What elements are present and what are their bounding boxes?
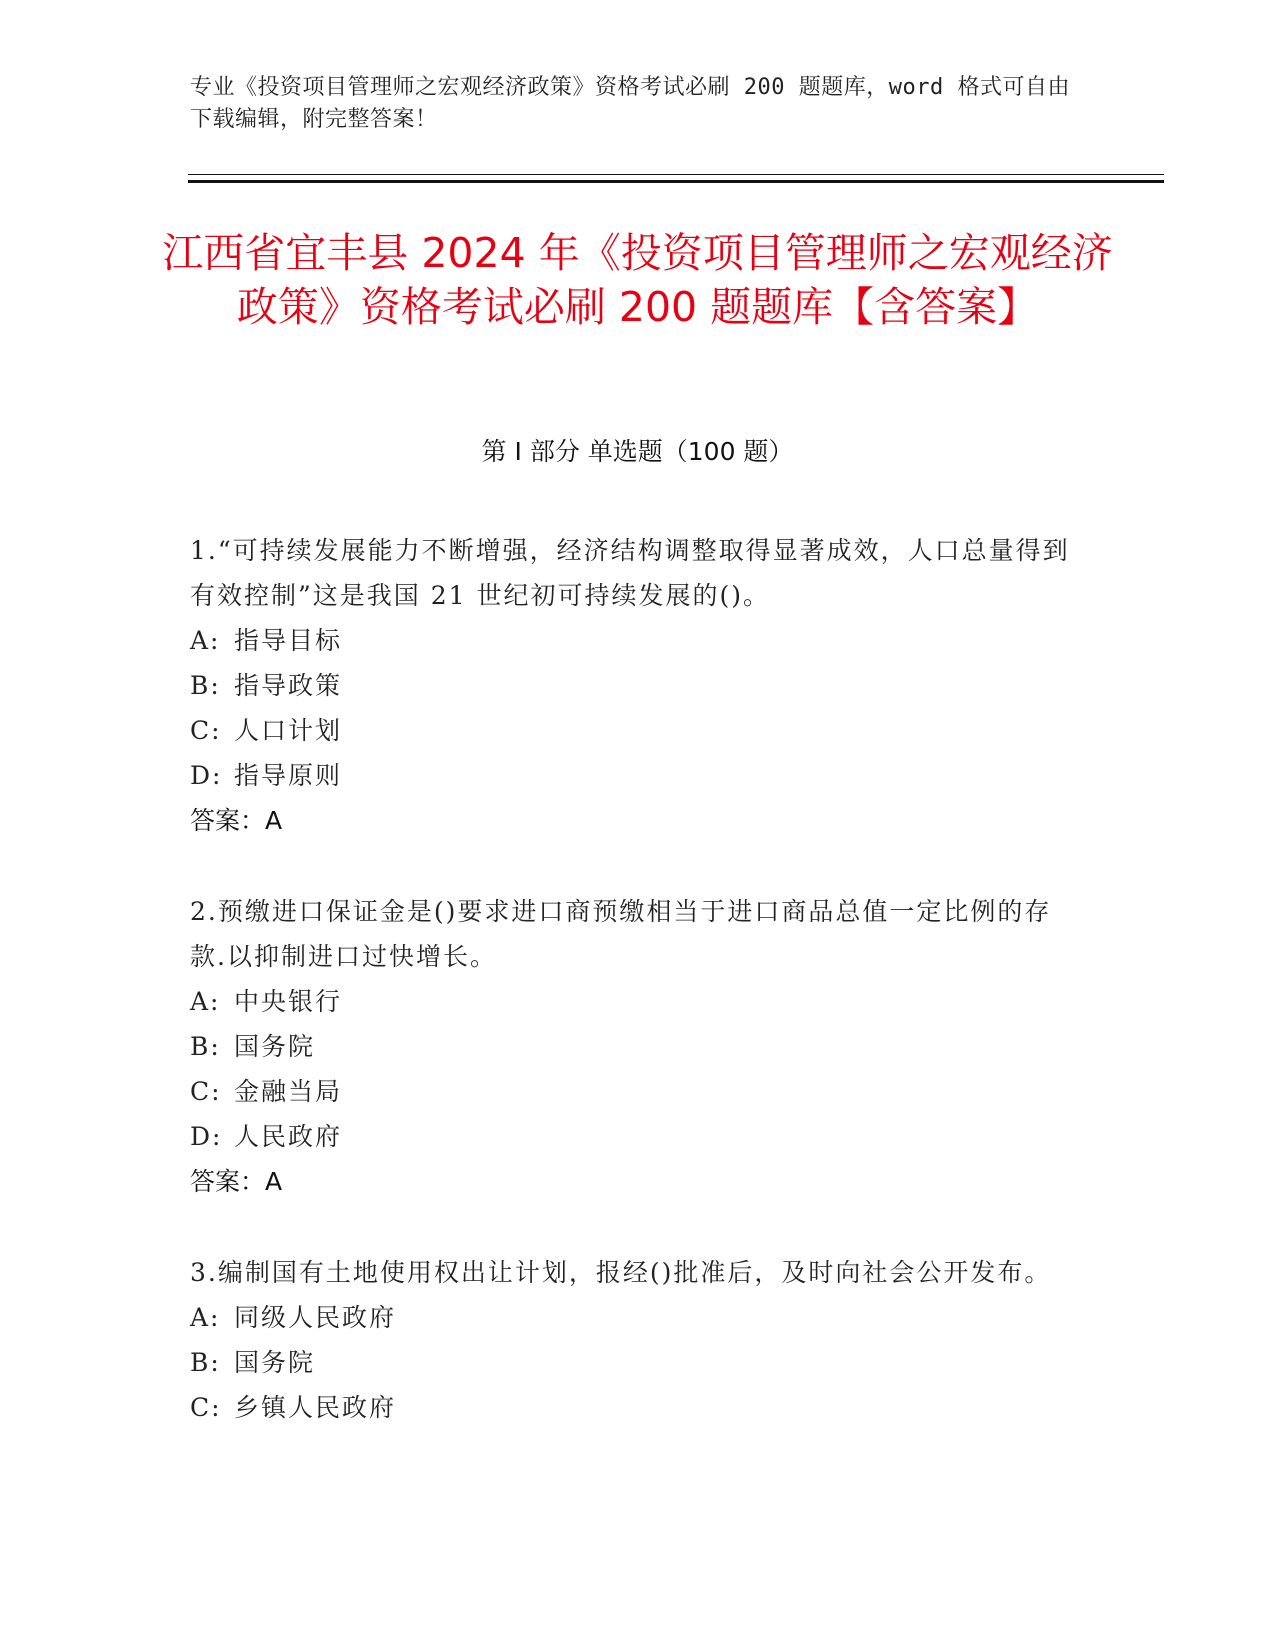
header-rule-thick [188, 180, 1164, 183]
question-3 [190, 1250, 1070, 1430]
option-label: D: [190, 1122, 223, 1151]
option-label: C: [190, 1077, 222, 1106]
option-text: 同级人民政府 [234, 1303, 397, 1332]
option-text: 指导原则 [234, 761, 343, 790]
option-c [190, 1069, 1070, 1114]
header-note: 专业《投资项目管理师之宏观经济政策》资格考试必刷 200 题题库，word 格式可自由下载编辑，附完整答案！ [190, 75, 1070, 132]
option-text: 人口计划 [234, 716, 343, 745]
option-b [190, 1024, 1070, 1069]
answer-line: 答案：A [190, 1167, 283, 1196]
option-text: 指导目标 [234, 626, 343, 655]
option-label: C: [190, 1393, 222, 1422]
document-title: 江西省宜丰县 2024 年《投资项目管理师之宏观经济政策》资格考试必刷 200 题题库【含答案】 [162, 229, 1113, 331]
section-heading: 第 I 部分 单选题（100 题） [481, 437, 794, 466]
option-c [190, 708, 1070, 753]
option-text: 中央银行 [234, 987, 343, 1016]
option-label: B: [190, 1032, 221, 1061]
option-text: 国务院 [234, 1348, 316, 1377]
option-text: 乡镇人民政府 [234, 1393, 397, 1422]
option-label: B: [190, 671, 221, 700]
option-a [190, 979, 1070, 1024]
question-stem: 3.编制国有土地使用权出让计划，报经()批准后，及时向社会公开发布。 [190, 1258, 1052, 1287]
option-label: C: [190, 716, 222, 745]
option-text: 国务院 [234, 1032, 316, 1061]
option-label: A: [190, 1303, 221, 1332]
option-c [190, 1385, 1070, 1430]
question-1 [190, 528, 1070, 843]
option-a [190, 618, 1070, 663]
option-b [190, 1340, 1070, 1385]
option-text: 指导政策 [234, 671, 343, 700]
question-2 [190, 889, 1070, 1204]
answer-line: 答案：A [190, 806, 283, 835]
option-label: A: [190, 987, 221, 1016]
header-rule-thin [188, 174, 1164, 175]
option-label: D: [190, 761, 223, 790]
option-d [190, 753, 1070, 798]
option-d [190, 1114, 1070, 1159]
option-label: B: [190, 1348, 221, 1377]
option-label: A: [190, 626, 221, 655]
question-list [190, 528, 1070, 1476]
option-b [190, 663, 1070, 708]
option-text: 金融当局 [234, 1077, 343, 1106]
question-stem: 1.“可持续发展能力不断增强，经济结构调整取得显著成效，人口总量得到有效控制”这是我国 21 世纪初可持续发展的()。 [190, 536, 1070, 610]
question-stem: 2.预缴进口保证金是()要求进口商预缴相当于进口商品总值一定比例的存款.以抑制进口过快增长。 [190, 897, 1052, 971]
option-a [190, 1295, 1070, 1340]
option-text: 人民政府 [234, 1122, 343, 1151]
